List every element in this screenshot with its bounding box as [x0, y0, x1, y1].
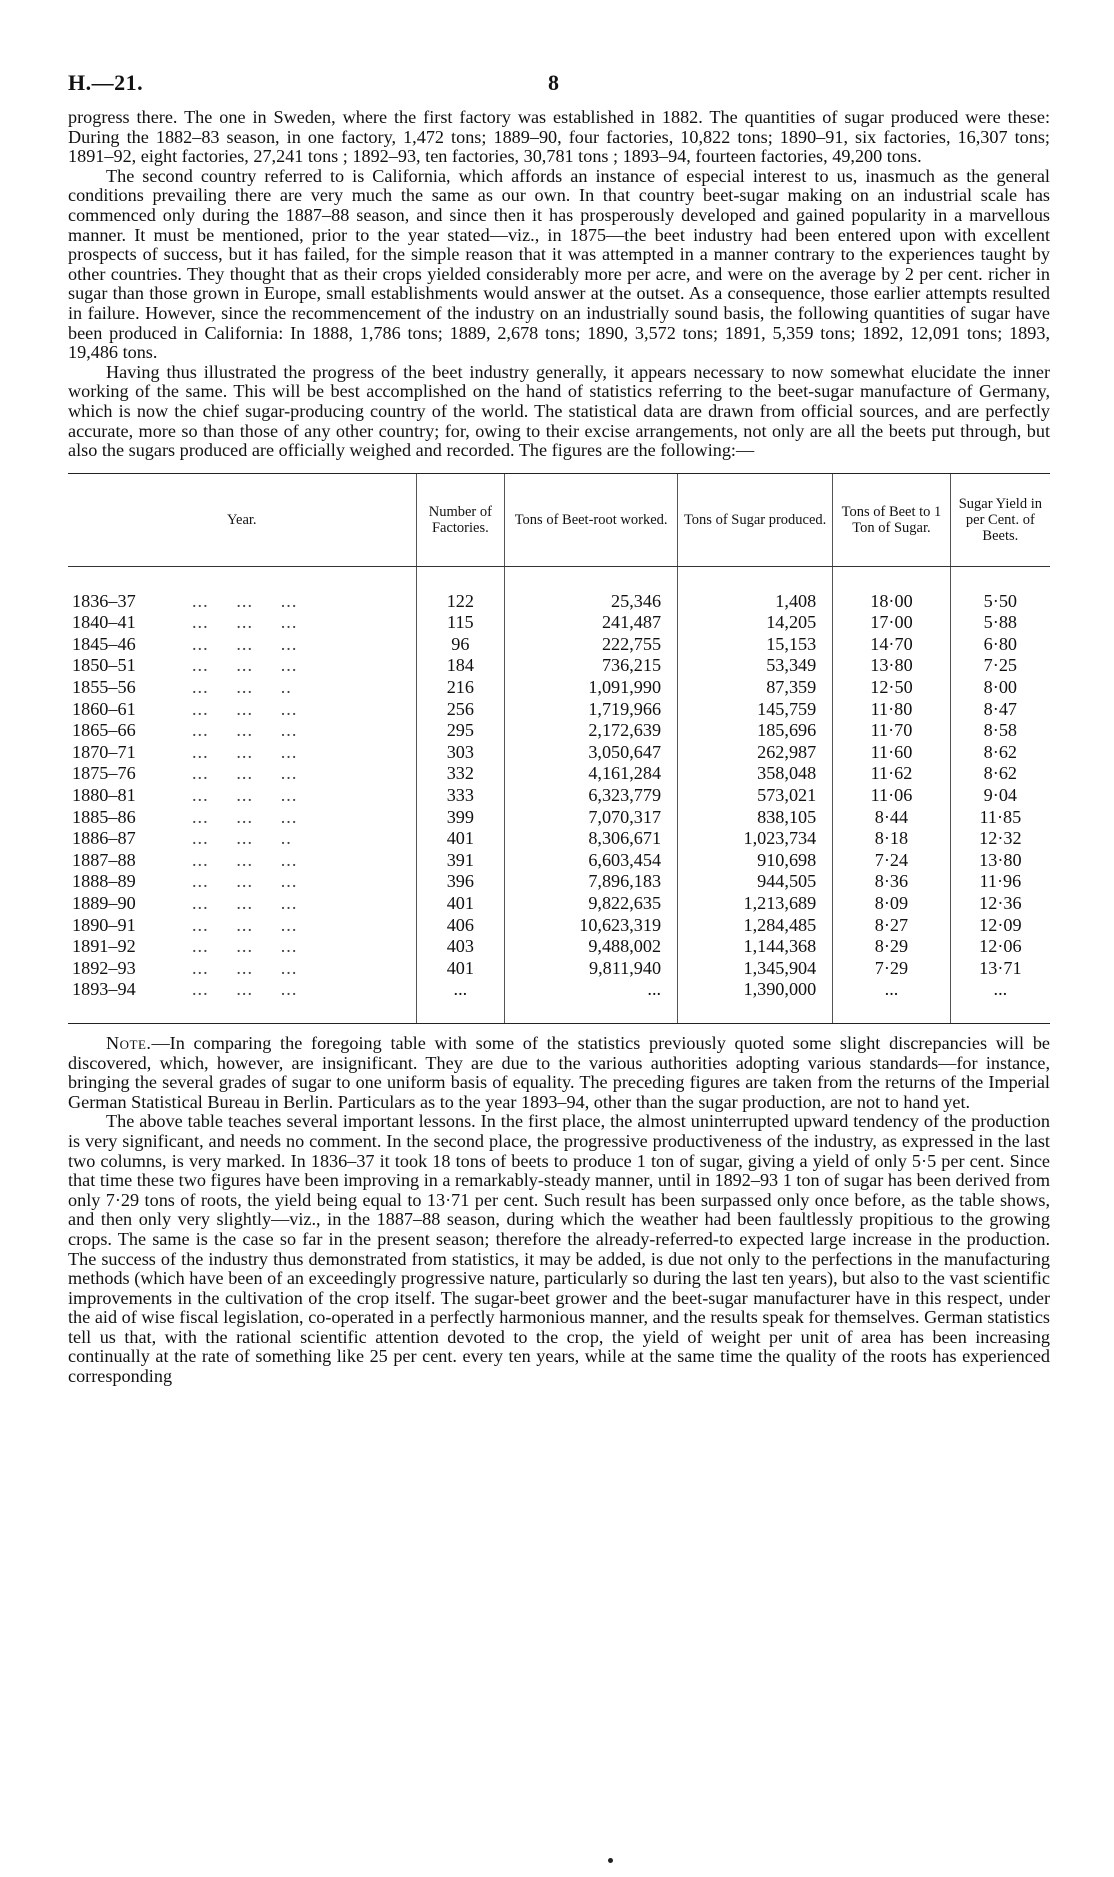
cell-beet-worked: 1,719,966	[505, 699, 678, 721]
cell-year	[68, 655, 416, 677]
cell-beet-worked: 1,091,990	[505, 677, 678, 699]
statistics-table-container	[68, 473, 1050, 1024]
cell-sugar-yield: 12·09	[950, 915, 1050, 937]
header-sugar-produced: Tons of Sugar produced.	[678, 474, 833, 567]
cell-sugar-yield: 11·85	[950, 807, 1050, 829]
cell-beet-per-ton: 8·44	[833, 807, 950, 829]
year-label: 1860–61	[72, 698, 136, 719]
cell-factories: 403	[416, 936, 505, 958]
cell-factories: 96	[416, 634, 505, 656]
leader-dots: ... ... ...	[192, 893, 298, 913]
cell-beet-worked: 8,306,671	[505, 828, 678, 850]
cell-sugar-produced: 1,408	[678, 566, 833, 612]
cell-sugar-yield: 8·00	[950, 677, 1050, 699]
table-header-row	[68, 474, 1050, 567]
page-number: 8	[548, 70, 559, 95]
document-reference: H.—21.	[68, 70, 144, 95]
germany-beet-sugar-table	[68, 474, 1050, 1023]
cell-sugar-produced: 185,696	[678, 720, 833, 742]
year-label: 1885–86	[72, 806, 136, 827]
leader-dots: ... ... ...	[192, 914, 298, 935]
cell-year	[68, 936, 416, 958]
paragraph-lessons: The above table teaches several important lessons. In the first place, the almost uninterrupted upward tendency of the production is very significant, and needs no comment. In the second place, the progressive productiveness of the industry, as expressed in the last two columns, is very marked. In 1836–37 it took 18 tons of beets to produce 1 ton of sugar, giving a yield of only 5·5 per cent. Since that time these two figures have been improving in a remarkably-steady manner, until in 1892–93 1 ton of sugar has been derived from only 7·29 tons of roots, the yield being equal to 13·71 per cent. Such result has been surpassed only once before, as the table shows, and then only very slightly—viz., in the 1887–88 season, during which the weather had been faultlessly propitious to the growing crops. The same is the case so far in the present season; therefore the already-referred-to expected large increase in the production. The success of the industry thus demonstrated from statistics, it may be added, is due not only to the perfections in the manufacturing methods (which have been of an exceedingly progressive nature, particularly so during the last ten years), but also to the vast scientific improvements in the cultivation of the crop itself. The sugar-beet grower and the beet-sugar manufacturer have in this respect, under the aid of wise fiscal legislation, co-operated in a perfectly harmonious manner, and the results speak for themselves. German statistics tell us that, with the rational scientific attention devoted to the crop, the yield of weight per unit of area has been increasing continually at the rate of something like 25 per cent. every ten years, while at the same time the quality of the roots has experienced corresponding	[68, 1111, 1050, 1387]
cell-beet-per-ton: ...	[833, 979, 950, 1023]
header-beet-worked: Tons of Beet-root worked.	[505, 474, 678, 567]
year-label: 1836–37	[72, 590, 136, 611]
cell-sugar-produced: 910,698	[678, 850, 833, 872]
cell-year	[68, 634, 416, 656]
cell-sugar-yield: 12·36	[950, 893, 1050, 915]
cell-beet-worked: 6,603,454	[505, 850, 678, 872]
cell-beet-per-ton: 7·24	[833, 850, 950, 872]
cell-beet-per-ton: 8·36	[833, 871, 950, 893]
leader-dots: ... ... ...	[192, 698, 298, 719]
cell-beet-per-ton: 11·80	[833, 699, 950, 721]
cell-beet-per-ton: 11·62	[833, 763, 950, 785]
cell-sugar-yield: 5·50	[950, 566, 1050, 612]
table-row	[68, 807, 1050, 829]
cell-sugar-produced: 1,345,904	[678, 958, 833, 980]
year-label: 1870–71	[72, 741, 136, 762]
cell-factories: 396	[416, 871, 505, 893]
cell-sugar-produced: 145,759	[678, 699, 833, 721]
cell-sugar-yield: 9·04	[950, 785, 1050, 807]
cell-factories: 332	[416, 763, 505, 785]
cell-beet-worked: 3,050,647	[505, 742, 678, 764]
cell-year	[68, 915, 416, 937]
cell-beet-per-ton: 7·29	[833, 958, 950, 980]
leader-dots: ... ... ...	[192, 655, 298, 676]
cell-beet-worked: 6,323,779	[505, 785, 678, 807]
page-mark-dot	[608, 1858, 613, 1863]
cell-beet-per-ton: 11·60	[833, 742, 950, 764]
cell-sugar-yield: 12·32	[950, 828, 1050, 850]
table-row	[68, 893, 1050, 915]
cell-sugar-yield: 7·25	[950, 655, 1050, 677]
cell-beet-worked: 10,623,319	[505, 915, 678, 937]
cell-beet-per-ton: 12·50	[833, 677, 950, 699]
table-row	[68, 979, 1050, 1023]
year-label: 1891–92	[72, 936, 136, 957]
cell-sugar-yield: 13·80	[950, 850, 1050, 872]
cell-beet-per-ton: 8·09	[833, 893, 950, 915]
cell-year	[68, 612, 416, 634]
cell-year	[68, 958, 416, 980]
leader-dots: ... ... ..	[192, 677, 292, 698]
cell-beet-worked: ...	[505, 979, 678, 1023]
year-label: 1840–41	[72, 612, 136, 633]
cell-sugar-yield: 6·80	[950, 634, 1050, 656]
leader-dots: ... ... ...	[192, 633, 298, 654]
cell-sugar-yield: 8·58	[950, 720, 1050, 742]
cell-beet-worked: 241,487	[505, 612, 678, 634]
leader-dots: ... ... ...	[192, 612, 298, 633]
cell-sugar-produced: 53,349	[678, 655, 833, 677]
year-label: 1889–90	[72, 893, 136, 913]
cell-sugar-produced: 1,284,485	[678, 915, 833, 937]
table-row	[68, 742, 1050, 764]
header-factories: Number of Factories.	[416, 474, 505, 567]
cell-factories: 401	[416, 828, 505, 850]
cell-sugar-produced: 15,153	[678, 634, 833, 656]
cell-year	[68, 893, 416, 915]
cell-sugar-produced: 87,359	[678, 677, 833, 699]
cell-beet-per-ton: 18·00	[833, 566, 950, 612]
cell-sugar-yield: 8·62	[950, 742, 1050, 764]
year-label: 1865–66	[72, 720, 136, 741]
cell-sugar-produced: 1,144,368	[678, 936, 833, 958]
cell-beet-worked: 2,172,639	[505, 720, 678, 742]
table-row	[68, 850, 1050, 872]
cell-factories: 256	[416, 699, 505, 721]
cell-beet-per-ton: 14·70	[833, 634, 950, 656]
cell-sugar-produced: 262,987	[678, 742, 833, 764]
cell-beet-worked: 25,346	[505, 566, 678, 612]
cell-factories: 184	[416, 655, 505, 677]
cell-beet-per-ton: 8·29	[833, 936, 950, 958]
leader-dots: ... ... ...	[192, 741, 298, 762]
cell-beet-per-ton: 11·70	[833, 720, 950, 742]
cell-year	[68, 742, 416, 764]
cell-beet-worked: 736,215	[505, 655, 678, 677]
cell-sugar-yield: 8·62	[950, 763, 1050, 785]
leader-dots: ... ... ...	[192, 763, 298, 784]
cell-year	[68, 699, 416, 721]
page-header	[68, 60, 1050, 108]
header-sugar-yield: Sugar Yield in per Cent. of Beets.	[950, 474, 1050, 567]
cell-sugar-yield: 11·96	[950, 871, 1050, 893]
cell-sugar-produced: 358,048	[678, 763, 833, 785]
year-label: 1888–89	[72, 871, 136, 892]
note-label: Note.	[106, 1032, 152, 1053]
table-row	[68, 720, 1050, 742]
cell-beet-worked: 9,488,002	[505, 936, 678, 958]
table-row	[68, 828, 1050, 850]
cell-sugar-produced: 1,023,734	[678, 828, 833, 850]
cell-factories: 406	[416, 915, 505, 937]
table-row	[68, 612, 1050, 634]
leader-dots: ... ... ...	[192, 849, 298, 870]
cell-beet-per-ton: 13·80	[833, 655, 950, 677]
cell-factories: 401	[416, 958, 505, 980]
cell-year	[68, 566, 416, 612]
leader-dots: ... ... ...	[192, 785, 298, 806]
table-note	[68, 1034, 1050, 1112]
note-text: —In comparing the foregoing table with some of the statistics previously quoted some slight discrepancies will be discovered, which, however, are insignificant. They are due to the various authorities adopting various standards—for instance, bringing the several grades of sugar to one uniform basis of equality. The preceding figures are taken from the returns of the Imperial German Statistical Bureau in Berlin. Particulars as to the year 1893–94, other than the sugar production, are not to hand yet.	[68, 1032, 1050, 1112]
table-row	[68, 699, 1050, 721]
cell-sugar-yield: 13·71	[950, 958, 1050, 980]
table-row	[68, 655, 1050, 677]
year-label: 1855–56	[72, 677, 136, 698]
cell-sugar-yield: ...	[950, 979, 1050, 1023]
cell-year	[68, 807, 416, 829]
cell-beet-per-ton: 11·06	[833, 785, 950, 807]
document-page	[68, 60, 1050, 1387]
cell-beet-worked: 7,896,183	[505, 871, 678, 893]
cell-beet-worked: 7,070,317	[505, 807, 678, 829]
cell-year	[68, 720, 416, 742]
leader-dots: ... ... ...	[192, 590, 298, 611]
year-label: 1850–51	[72, 655, 136, 676]
cell-sugar-yield: 8·47	[950, 699, 1050, 721]
paragraph-california: The second country referred to is California, which affords an instance of especial interest to us, inasmuch as the general conditions prevailing there are very much the same as our own. In that country beet-sugar making on an industrial scale has commenced only during the 1887–88 season, and since then it has prosperously developed and gained popularity in a marvellous manner. It must be mentioned, prior to the year stated—viz., in 1875—the beet industry had been entered upon with excellent prospects of success, but it has failed, for the simple reason that it was attempted in a manner contrary to the experiences taught by other countries. They thought that as their crops yielded considerably more per acre, and were on the average by 2 per cent. richer in sugar than those grown in Europe, small establishments would answer at the outset. As a consequence, those earlier attempts resulted in failure. However, since the recommencement of the industry on an industrially sound basis, the following quantities of sugar have been produced in California: In 1888, 1,786 tons; 1889, 2,678 tons; 1890, 3,572 tons; 1891, 5,359 tons; 1892, 12,091 tons; 1893, 19,486 tons.	[68, 165, 1050, 363]
year-label: 1845–46	[72, 633, 136, 654]
year-label: 1875–76	[72, 763, 136, 784]
cell-sugar-produced: 1,390,000	[678, 979, 833, 1023]
header-beet-per-ton: Tons of Beet to 1 Ton of Sugar.	[833, 474, 950, 567]
cell-year	[68, 763, 416, 785]
cell-sugar-produced: 838,105	[678, 807, 833, 829]
cell-factories: ...	[416, 979, 505, 1023]
table-row	[68, 871, 1050, 893]
cell-sugar-produced: 944,505	[678, 871, 833, 893]
cell-sugar-yield: 12·06	[950, 936, 1050, 958]
header-year: Year.	[68, 474, 416, 567]
cell-factories: 401	[416, 893, 505, 915]
table-body	[68, 566, 1050, 1023]
cell-beet-per-ton: 8·27	[833, 915, 950, 937]
table-row	[68, 915, 1050, 937]
year-label: 1887–88	[72, 849, 136, 870]
year-label: 1890–91	[72, 914, 136, 935]
cell-factories: 115	[416, 612, 505, 634]
cell-factories: 122	[416, 566, 505, 612]
cell-sugar-produced: 1,213,689	[678, 893, 833, 915]
cell-factories: 295	[416, 720, 505, 742]
cell-factories: 399	[416, 807, 505, 829]
leader-dots: ... ... ..	[192, 828, 292, 849]
table-row	[68, 958, 1050, 980]
cell-beet-worked: 4,161,284	[505, 763, 678, 785]
cell-year	[68, 785, 416, 807]
cell-year	[68, 677, 416, 699]
table-row	[68, 785, 1050, 807]
table-row	[68, 566, 1050, 612]
leader-dots: ... ... ...	[192, 936, 298, 957]
cell-factories: 391	[416, 850, 505, 872]
paragraph-germany-intro: Having thus illustrated the progress of the beet industry generally, it appears necessary to now somewhat elucidate the inner working of the same. This will be best accomplished on the hand of statistics referring to the beet-sugar manufacture of Germany, which is now the chief sugar-producing country of the world. The statistical data are drawn from official sources, and are perfectly accurate, more so than those of any other country; for, owing to their excise arrangements, not only are all the beets put through, but also the sugars produced are officially weighed and recorded. The figures are the following:—	[68, 361, 1050, 461]
cell-beet-per-ton: 8·18	[833, 828, 950, 850]
year-label: 1886–87	[72, 828, 136, 849]
cell-sugar-produced: 14,205	[678, 612, 833, 634]
table-row	[68, 936, 1050, 958]
year-label: 1880–81	[72, 785, 136, 806]
cell-factories: 303	[416, 742, 505, 764]
leader-dots: ... ... ...	[192, 957, 298, 978]
cell-beet-worked: 9,811,940	[505, 958, 678, 980]
cell-beet-worked: 9,822,635	[505, 893, 678, 915]
leader-dots: ... ... ...	[192, 871, 298, 892]
cell-factories: 333	[416, 785, 505, 807]
paragraph-sweden: progress there. The one in Sweden, where the first factory was established in 1882. The quantities of sugar produced were these: During the 1882–83 season, in one factory, 1,472 tons; 1889–90, four factories, 10,822 tons; 1890–91, six factories, 16,307 tons; 1891–92, eight factories, 27,241 tons ; 1892–93, ten factories, 30,781 tons ; 1893–94, fourteen factories, 49,200 tons.	[68, 107, 1050, 167]
leader-dots: ... ... ...	[192, 720, 298, 741]
leader-dots: ... ... ...	[192, 806, 298, 827]
cell-sugar-produced: 573,021	[678, 785, 833, 807]
cell-beet-worked: 222,755	[505, 634, 678, 656]
table-row	[68, 677, 1050, 699]
cell-beet-per-ton: 17·00	[833, 612, 950, 634]
year-label: 1892–93	[72, 957, 136, 978]
table-row	[68, 763, 1050, 785]
cell-factories: 216	[416, 677, 505, 699]
cell-year	[68, 979, 416, 1023]
cell-year	[68, 871, 416, 893]
cell-year	[68, 850, 416, 872]
cell-year	[68, 828, 416, 850]
cell-sugar-yield: 5·88	[950, 612, 1050, 634]
year-label: 1893–94	[72, 979, 136, 1000]
table-row	[68, 634, 1050, 656]
leader-dots: ... ... ...	[192, 979, 298, 1000]
